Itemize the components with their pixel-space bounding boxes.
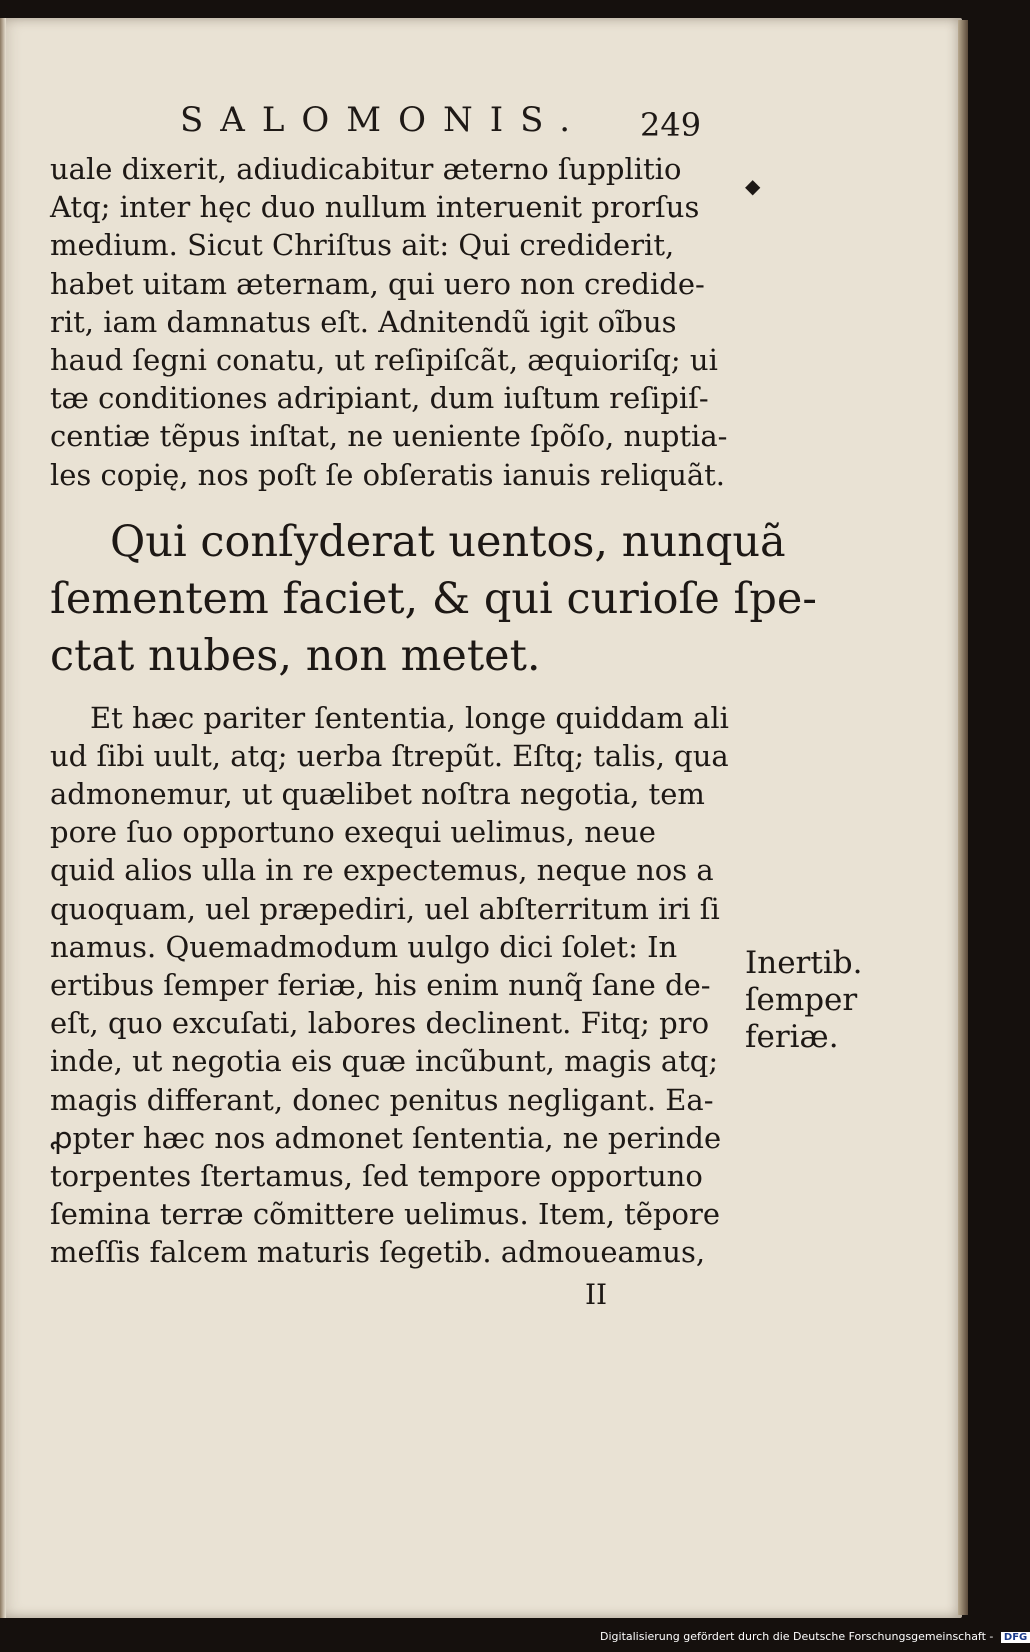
marginal-note-line: ſemper — [745, 982, 858, 1018]
marginal-note-line: feriæ. — [745, 1019, 839, 1055]
text-line: centiæ tẽpus inſtat, ne ueniente ſpõſo, nuptia- — [50, 419, 728, 454]
dfg-logo: DFG — [1001, 1632, 1030, 1643]
page-number: 249 — [640, 106, 702, 144]
text-line: Atq; inter hęc duo nullum interuenit prorſus — [50, 190, 700, 225]
text-line: habet uitam æternam, qui uero non credide- — [50, 266, 705, 301]
text-line: meſſis falcem maturis ſegetib. admoueamus, — [50, 1235, 706, 1270]
text-line: quid alios ulla in re expectemus, neque nos a — [50, 853, 714, 888]
scripture-verse — [50, 514, 817, 685]
text-line: magis differant, donec penitus negligant. Ea- — [50, 1082, 714, 1117]
text-line: uale dixerit, adiudicabitur æterno ſupplitio — [50, 152, 682, 186]
marginal-note — [745, 945, 885, 1056]
text-line: ud ſibi uult, atq; uerba ſtrepũt. Eſtq; talis, qua — [50, 738, 729, 773]
page-left-edge — [0, 18, 6, 1618]
text-line: eſt, quo excuſati, labores declinent. Fitq; pro — [50, 1006, 710, 1041]
text-line: Et hæc pariter ſententia, longe quiddam ali — [90, 700, 729, 735]
text-line: pore ſuo opportuno exequi uelimus, neue — [50, 815, 656, 850]
text-line: quoquam, uel præpediri, uel abſterritum iri ſi — [50, 891, 720, 926]
page-header — [180, 100, 702, 144]
text-line: ertibus ſemper feriæ, his enim nunq̃ ſane de- — [50, 968, 711, 1002]
digitization-credit — [600, 1630, 1030, 1643]
text-line: medium. Sicut Chriſtus ait: Qui crediderit, — [50, 228, 675, 263]
credit-text: Digitalisierung gefördert durch die Deutsche Forschungsgemeinschaft - — [600, 1630, 994, 1643]
diamond-mark-icon: ◆ — [745, 174, 761, 198]
text-body — [50, 150, 817, 1272]
text-line: ſemina terræ cõmittere uelimus. Item, tẽpore — [50, 1197, 721, 1232]
marginal-note-line: Inertib. — [745, 945, 863, 981]
text-line: torpentes ſtertamus, ſed tempore opportuno — [50, 1158, 703, 1193]
catchword: II — [585, 1278, 608, 1311]
running-head: SALOMONIS. — [180, 100, 588, 140]
page-right-edge — [958, 20, 968, 1615]
text-line: admonemur, ut quælibet noſtra negotia, tem — [50, 777, 705, 812]
verse-line: ſementem faciet, & qui curioſe ſpe- — [50, 573, 817, 624]
text-line: inde, ut negotia eis quæ incũbunt, magis atq; — [50, 1044, 719, 1079]
paragraph-2 — [50, 699, 740, 1272]
text-line: haud ſegni conatu, ut reſipiſcãt, æquioriſq; ui — [50, 342, 718, 377]
text-line: les copię, nos poſt ſe obſeratis ianuis reliquãt. — [50, 457, 726, 492]
verse-line: ctat nubes, non metet. — [50, 630, 541, 681]
text-line: namus. Quemadmodum uulgo dici ſolet: In — [50, 929, 678, 964]
text-line: rit, iam damnatus eſt. Adnitendũ igit oĩbus — [50, 304, 677, 339]
paragraph-1 — [50, 150, 740, 494]
verse-line: Qui conſyderat uentos, nunquã — [110, 516, 786, 567]
text-line: ꝓpter hæc nos admonet ſententia, ne perinde — [50, 1120, 722, 1155]
text-line: tæ conditiones adripiant, dum iuſtum reſipiſ- — [50, 381, 709, 416]
